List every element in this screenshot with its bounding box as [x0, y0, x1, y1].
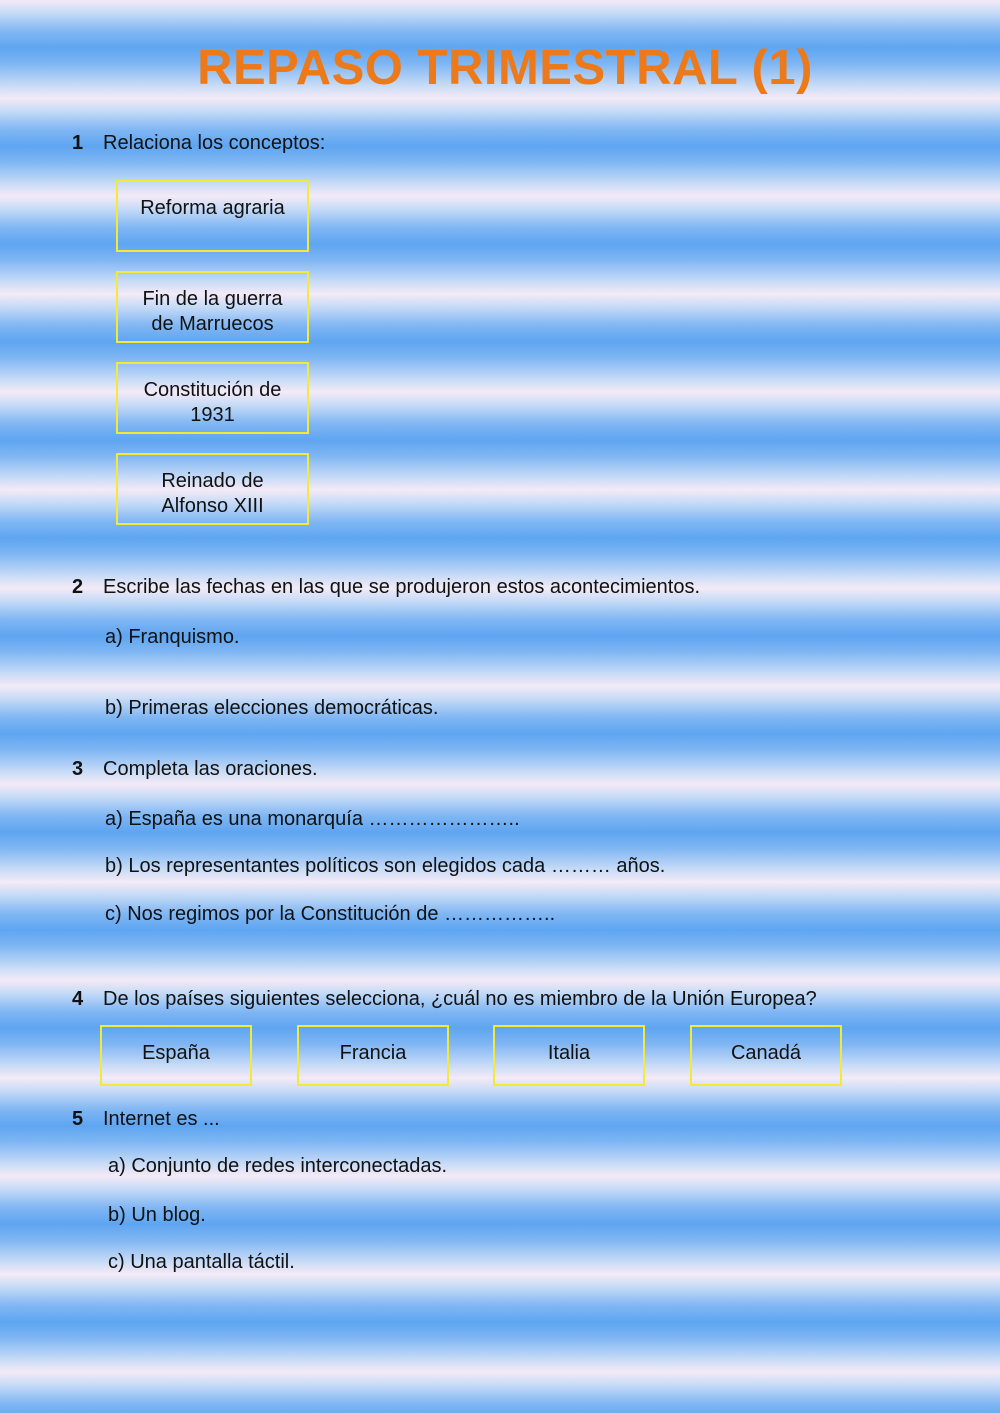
concept-label: Reinado de [161, 470, 264, 492]
question-3-number: 3 [72, 758, 84, 780]
question-5-option-b[interactable]: b) Un blog. [108, 1204, 206, 1226]
question-1-text: Relaciona los conceptos: [103, 132, 326, 154]
option-canada[interactable]: Canadá [690, 1025, 842, 1086]
concept-box-fin-guerra-marruecos[interactable] [116, 271, 309, 343]
concept-label: Reforma agraria [140, 197, 285, 219]
question-2-text: Escribe las fechas en las que se produjeron estos acontecimientos. [103, 576, 701, 598]
page-title: REPASO TRIMESTRAL (1) [197, 41, 813, 95]
question-4-number: 4 [72, 988, 84, 1010]
question-2-item-a: a) Franquismo. [105, 626, 240, 648]
concept-label: de Marruecos [151, 313, 274, 335]
concept-box-reinado-alfonso-xiii[interactable] [116, 453, 309, 525]
option-italia[interactable]: Italia [493, 1025, 645, 1086]
question-5-text: Internet es ... [103, 1108, 220, 1130]
concept-label: 1931 [190, 404, 235, 426]
question-3-text: Completa las oraciones. [103, 758, 318, 780]
question-3-item-b: b) Los representantes políticos son elegidos cada ……… años. [105, 855, 666, 877]
option-francia[interactable]: Francia [297, 1025, 449, 1086]
concept-box-constitucion-1931[interactable] [116, 362, 309, 434]
question-4-text: De los países siguientes selecciona, ¿cuál no es miembro de la Unión Europea? [103, 988, 817, 1010]
concept-label: Fin de la guerra [142, 288, 283, 310]
question-2-number: 2 [72, 576, 84, 598]
concept-label: Constitución de [143, 379, 282, 401]
question-5-number: 5 [72, 1108, 84, 1130]
concept-label: Alfonso XIII [161, 495, 264, 517]
question-2-item-b: b) Primeras elecciones democráticas. [105, 697, 439, 719]
option-espana[interactable]: España [100, 1025, 252, 1086]
question-5-option-a[interactable]: a) Conjunto de redes interconectadas. [108, 1155, 448, 1177]
question-3-item-c: c) Nos regimos por la Constitución de …………….. [105, 903, 556, 925]
question-5-option-c[interactable]: c) Una pantalla táctil. [108, 1251, 295, 1273]
concept-box-reforma-agraria[interactable] [116, 180, 309, 252]
question-1-number: 1 [72, 132, 84, 154]
question-3-item-a: a) España es una monarquía ………………….. [105, 808, 520, 830]
